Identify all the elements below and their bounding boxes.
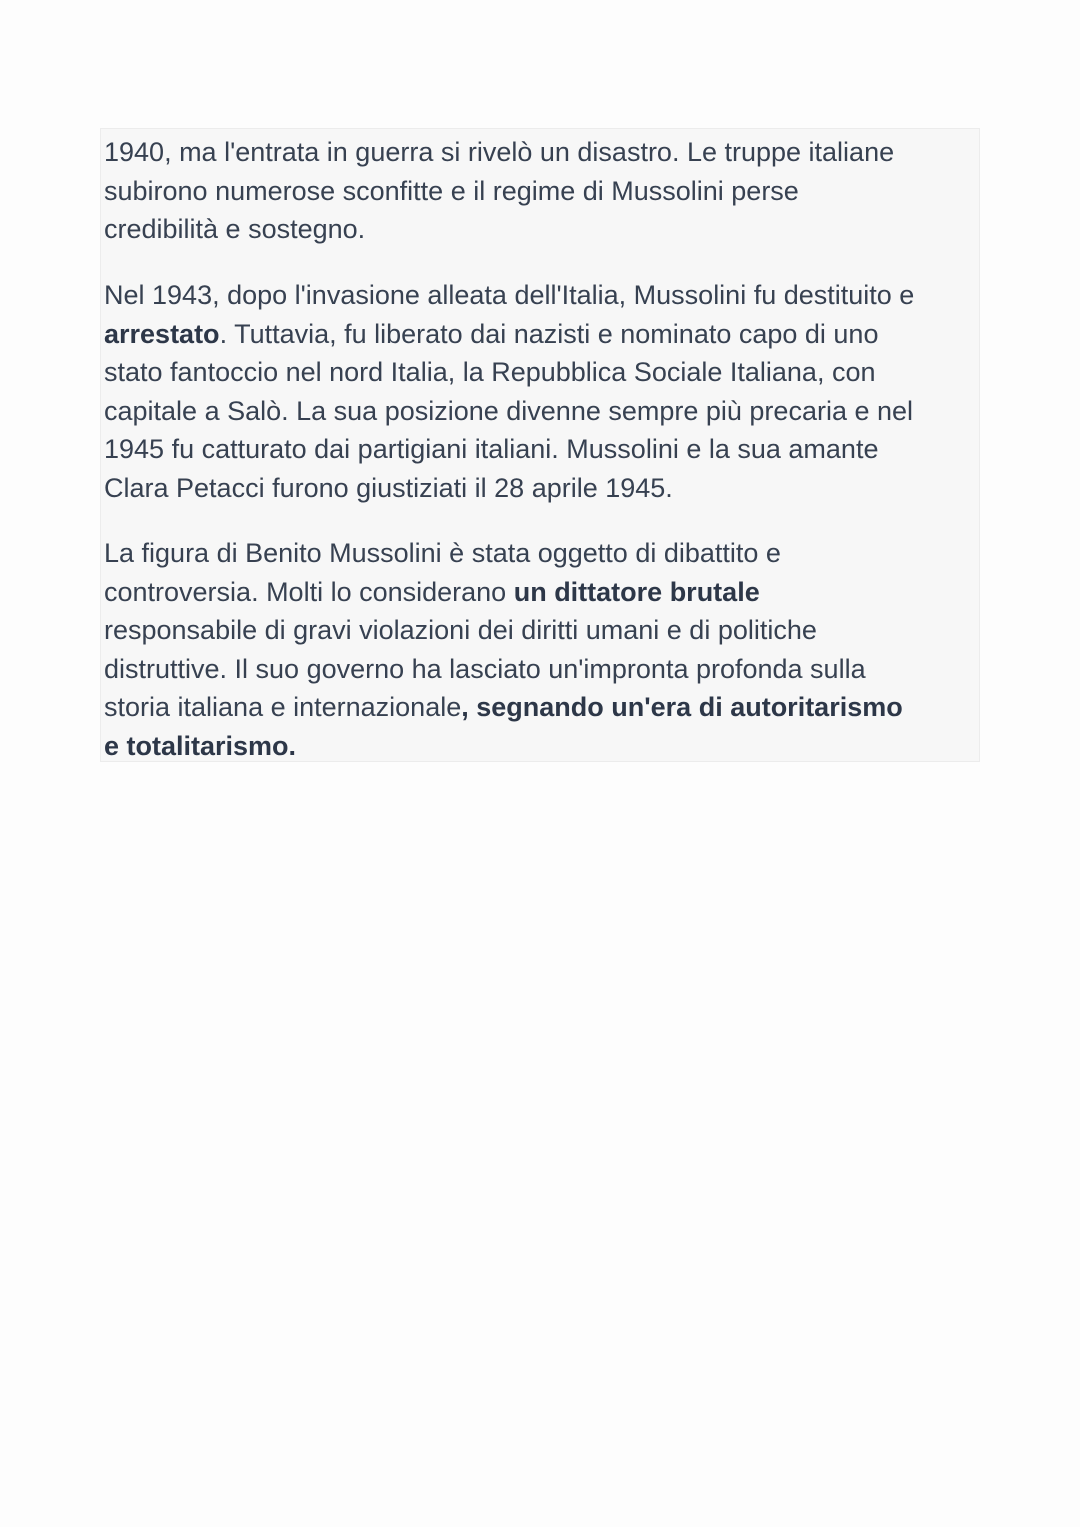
paragraph-legacy bbox=[104, 534, 903, 766]
text-line: 1945 fu catturato dai partigiani italiani. Mussolini e la sua amante bbox=[104, 434, 879, 465]
bold-text: e totalitarismo. bbox=[104, 730, 297, 761]
text-block bbox=[100, 128, 980, 762]
bold-text: , segnando un'era di autoritarismo bbox=[461, 692, 903, 723]
text-line bbox=[104, 573, 903, 612]
text-line: credibilità e sostegno. bbox=[104, 214, 366, 245]
text-segment: storia italiana e internazionale bbox=[104, 692, 462, 723]
text-line bbox=[104, 688, 903, 727]
bold-text: arrestato bbox=[104, 318, 220, 349]
text-line: Nel 1943, dopo l'invasione alleata dell'Italia, Mussolini fu destituito e bbox=[104, 280, 915, 310]
text-line: capitale a Salò. La sua posizione divenne sempre più precaria e nel bbox=[104, 395, 914, 426]
paragraph-war-disaster bbox=[104, 133, 894, 249]
text-segment: . Tuttavia, fu liberato dai nazisti e nominato capo di uno bbox=[219, 318, 879, 349]
text-line: distruttive. Il suo governo ha lasciato un'impronta profonda sulla bbox=[104, 653, 866, 684]
text-line: La figura di Benito Mussolini è stata oggetto di dibattito e bbox=[104, 538, 781, 568]
text-line: 1940, ma l'entrata in guerra si rivelò un disastro. Le truppe italiane bbox=[104, 137, 895, 167]
text-line bbox=[104, 315, 914, 354]
paragraph-arrest-and-death bbox=[104, 276, 914, 508]
text-line: responsabile di gravi violazioni dei diritti umani e di politiche bbox=[104, 615, 817, 646]
text-line: Clara Petacci furono giustiziati il 28 aprile 1945. bbox=[104, 472, 673, 503]
text-line: stato fantoccio nel nord Italia, la Repubblica Sociale Italiana, con bbox=[104, 357, 876, 388]
text-segment: controversia. Molti lo considerano bbox=[104, 576, 514, 607]
text-line bbox=[104, 727, 903, 766]
text-line: subirono numerose sconfitte e il regime di Mussolini perse bbox=[104, 175, 799, 206]
bold-text: un dittatore brutale bbox=[513, 576, 760, 607]
